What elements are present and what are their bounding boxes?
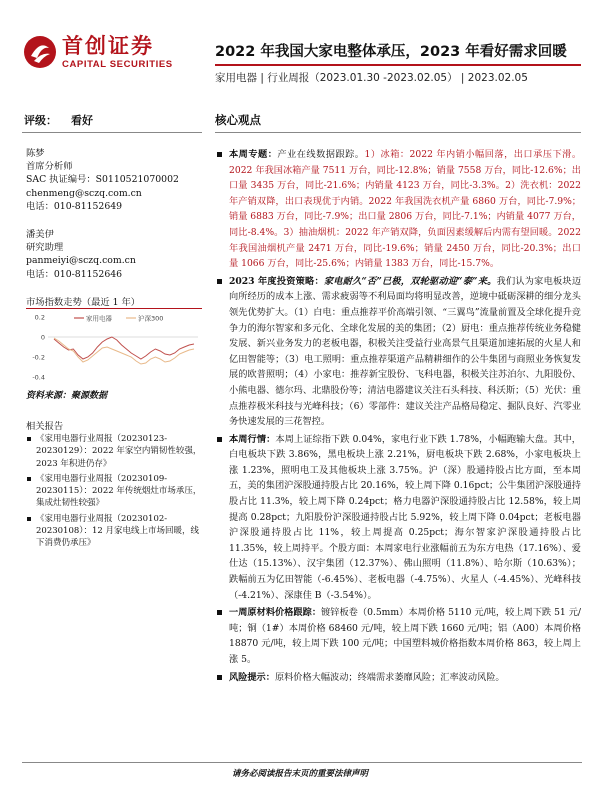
analyst-pan: [26, 228, 136, 281]
rating-value: 看好: [71, 114, 93, 127]
report-subtitle: 家用电器 | 行业周报（2023.01.30 -2023.02.05） | 2023.02.05: [215, 72, 528, 84]
title-divider: [215, 64, 581, 66]
y-tick-label: -0.4: [32, 373, 45, 382]
analyst-phone: 电话：010-81152649: [26, 200, 123, 212]
related-reports-list: [26, 433, 206, 553]
point-title: 风险提示：: [229, 671, 275, 683]
analyst-email[interactable]: panmeiyi@sczq.com.cn: [26, 255, 136, 267]
chart-source: 资料来源：聚源数据: [26, 391, 108, 401]
core-point-weekly-topic: [215, 147, 581, 272]
y-tick-label: -0.2: [32, 353, 45, 362]
point-body: 镀锌板卷（0.5mm）本周价格 5110 元/吨，较上周下跌 51 元/吨；铜（1#）本周价格 68460 元/吨，较上周下跌 1660 元/吨；铝（A00）本周价格 18870 元/吨，较上周下跌 100 元/吨；中国塑料城价格指数本周价格 863，较上周上涨 5。: [229, 607, 582, 665]
point-title: 本周专题：: [229, 149, 278, 160]
logo-en: CAPITAL SECURITIES: [62, 59, 173, 70]
footer-divider: [22, 762, 582, 763]
core-point-market: [215, 432, 581, 604]
y-tick-label: 0.2: [34, 313, 45, 322]
core-points-list: [215, 147, 581, 687]
market-trend-chart: [26, 311, 202, 383]
analyst-name: 潘美伊: [26, 229, 54, 240]
analyst-name: 陈梦: [26, 148, 45, 159]
analyst-email[interactable]: chenmeng@sczq.com.cn: [26, 187, 142, 199]
series-line-0: [54, 337, 194, 359]
rating-label: 评级：: [24, 114, 57, 127]
point-body: 原料价格大幅波动；终端需求萎靡风险；汇率波动风险。: [274, 671, 505, 683]
y-tick-label: 0: [40, 333, 45, 342]
analyst-role: 首席分析师: [26, 161, 73, 173]
core-point-strategy: [215, 274, 581, 430]
right-divider: [215, 132, 581, 133]
related-report-item[interactable]: 《家用电器行业周报（20230102-20230108）：12 月家电线上市场回暖，线下消费仍承压》: [26, 513, 206, 550]
core-heading: 核心观点: [215, 113, 261, 127]
company-logo: [22, 34, 173, 70]
point-body: 家电耐久“否”已极，双轮驱动迎“泰”来。: [323, 275, 497, 287]
point-detail: 我们认为家电板块迈向所经历的成本上涨、需求疲弱等不利局面均将明显改善，逆境中砥砺深耕的细分龙头领先优势扩大。（1）白电：重点推荐平价高端引领、“三翼鸟”流量前置及全球化提升竞争力的海尔智家和多元化、全球化发展的美的集团；（2）厨电：重点推荐传统业务稳健发展、新兴业务发力的老板电器，积极关注受益行业高景气且渠道加速拓展的火星人和亿田智能等；（3）电工照明：重点推荐渠道产品精耕细作的公牛集团与商照业务恢复发展的欧普照明；（4）小家电：推荐新宝股份、飞科电器，积极关注苏泊尔、九阳股份、小熊电器、德尔玛、北鼎股份等；清洁电器建议关注石头科技、科沃斯；（5）光伏：重点推荐极米科技与光峰科技；（6）零部件：建议关注产品格局稳定、掘队良好、汽零业务快速发展的三花智控。: [229, 275, 582, 428]
footer-disclaimer: 请务必阅读报告末页的重要法律声明: [231, 769, 368, 779]
point-title: 本周行情：: [229, 433, 276, 445]
related-reports-title: 相关报告: [26, 421, 64, 432]
point-title: 一周原材料价格跟踪：: [229, 607, 322, 619]
trend-divider: [26, 308, 202, 309]
point-body: 本周上证综指下跌 0.04%，家电行业下跌 1.78%，小幅跑输大盘。其中，白电板块下跌 3.86%，黑电板块上涨 2.21%，厨电板块下跌 2.68%，小家电板块上涨 1.23%，照明电工及其他板块上涨 3.75%。沪（深）股通持股占比方面，至本周五，美的集团沪深股通持股占比 20.16%，较上周下降 0.16pct；公牛集团沪深股通持股占比 11.3%，较上周下降 0.24pct；格力电器沪深股通持股占比 12.58%，较上周提高 0.28pct；九阳股份沪深股通持股占比 5.92%，较上周下降 0.04pct；老板电器沪深股通持股占比 11%，较上周提高 0.25pct；海尔智家沪深股通持股占比 11.35%，较上周持平。个股方面：本周家电行业涨幅前五为东方电热（17.16%）、爱仕达（15.13%）、汉宇集团（12.37%）、佛山照明（11.8%）、哈尔斯（10.63%）；跌幅前五为亿田智能（-6.45%）、老板电器（-4.75%）、火星人（-4.45%）、光峰科技（-4.21%）、深康佳 B（-3.54%）。: [229, 433, 581, 601]
left-divider: [22, 132, 202, 133]
related-report-item[interactable]: 《家用电器行业周报（20230109-20230115）：2022 年传统烟灶市场承压，集成灶韧性较强》: [26, 473, 206, 510]
legend-label: 沪深300: [138, 314, 164, 323]
core-point-materials: [215, 605, 581, 667]
logo-icon: [22, 34, 58, 70]
trend-title: 市场指数走势（最近 1 年）: [26, 297, 141, 308]
point-body: 产业在线数据跟踪。: [277, 149, 365, 160]
core-point-risk: [215, 670, 581, 686]
logo-cn: 首创证券: [62, 34, 154, 58]
analyst-chen: [26, 147, 179, 213]
rating: [24, 112, 93, 128]
analyst-phone: 电话：010-81152646: [26, 268, 123, 280]
point-title: 2023 年度投资策略：: [229, 275, 324, 287]
analyst-sac: SAC 执证编号：S0110521070002: [26, 174, 179, 186]
legend-label: 家用电器: [86, 314, 112, 323]
related-report-item[interactable]: 《家用电器行业周报（20230123-20230129）：2022 年家空内销韧性较强，2023 年积进仍存》: [26, 433, 206, 470]
point-detail: 1）冰箱：2022 年内销小幅回落，出口承压下滑。2022 年我国冰箱产量 7511 万台，同比-12.8%；销量 7558 万台，同比-12.6%；出口量 3435 万台，同比-21.6%；内销量 4123 万台，同比-3.3%。2）洗衣机：2022 年产销双降，出口表现优于内销。2022 年我国洗衣机产量 6860 万台，同比-7.9%；销量 6883 万台，同比-7.9%；出口量 2806 万台，同比-7.1%；内销量 4077 万台，同比-8.4%。3）抽油烟机：2022 年产销双降，负面因素缓解后内需有望回暖。2022 年我国油烟机产量 2471 万台，同比-19.6%；销量 2450 万台，同比-20.3%；出口量 1066 万台，同比-25.6%；内销量 1383 万台，同比-15.7%。: [229, 149, 582, 270]
analyst-role: 研究助理: [26, 242, 64, 254]
report-title: 2022 年我国大家电整体承压，2023 年看好需求回暖: [215, 44, 567, 60]
